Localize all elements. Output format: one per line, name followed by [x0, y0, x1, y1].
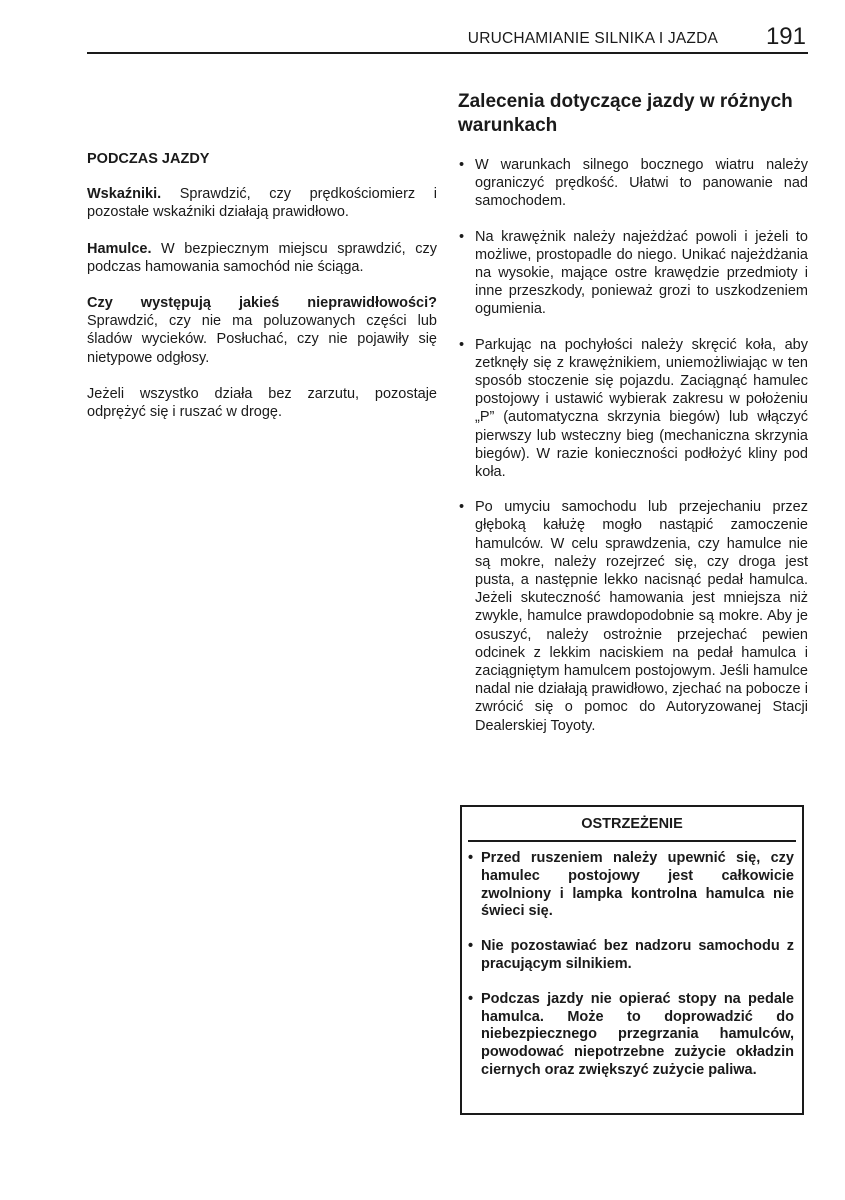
section-title: PODCZAS JAZDY	[87, 151, 210, 167]
bullet-icon: •	[459, 499, 465, 516]
warning-item	[468, 938, 794, 974]
bullet-icon: •	[459, 157, 465, 173]
chapter-title: URUCHAMIANIE SILNIKA I JAZDA	[467, 30, 718, 47]
bullet-icon: •	[459, 336, 465, 353]
bullet-icon: •	[459, 228, 465, 245]
list-item	[455, 498, 808, 735]
warning-item-text: Podczas jazdy nie opierać stopy na pedale hamulca. Może to doprowadzić do niebezpiecznego przegrzania hamulców, powodować niepotrzebne zużycie okładzin ciernych oraz zwiększyć zużycie paliwa.	[481, 990, 794, 1078]
list-item-text: Na krawężnik należy najeżdżać powoli i jeżeli to możliwe, prostopadle do niego. Unikać najeżdżania na wysokie, mające ostre krawędzie przedmioty i inne przeszkody, ponieważ grozi to uszkodzeniem ogumienia.	[475, 228, 808, 318]
paragraph-lead: Czy występują jakieś nieprawidłowości?	[87, 295, 437, 312]
list-item	[455, 336, 808, 482]
bullet-icon: •	[468, 938, 474, 955]
paragraph-brakes	[87, 240, 437, 276]
warning-item	[468, 850, 794, 921]
paragraph-conclusion	[87, 385, 437, 421]
warning-list	[462, 842, 802, 1080]
warning-item-text: Nie pozostawiać bez nadzoru samochodu z pracującym silnikiem.	[481, 938, 794, 972]
left-column	[87, 150, 437, 439]
paragraph-lead: Hamulce.	[87, 240, 152, 257]
list-item	[455, 228, 808, 319]
list-item-text: Po umyciu samochodu lub przejechaniu przez głęboką kałużę mogło nastąpić zamoczenie hamulców. W celu sprawdzenia, czy hamulce nie są mokre, należy rozejrzeć się, czy droga jest pusta, a następnie lekko nacisnąć pedał hamulca. Jeżeli skuteczność hamowania jest mniejsza niż zwykle, hamulce prawdopodobnie są mokre. Aby je osuszyć, należy ostrożnie przejechać pewien odcinek z lekkim naciskiem na pedał hamulca i zaciągniętym hamulcem postojowym. Jeśli hamulce nadal nie działają prawidłowo, zjechać na pobocze i zwrócić się o pomoc do Autoryzowanej Stacji Dealerskiej Toyoty.	[475, 499, 808, 734]
right-column	[455, 90, 808, 752]
paragraph-lead: Wskaźniki.	[87, 186, 162, 203]
warning-box	[460, 805, 804, 1115]
list-item-text: Parkując na pochyłości należy skręcić koła, aby zetknęły się z krawężnikiem, uniemożliwiając w ten sposób stoczenie się pojazdu. Zaciągnąć hamulec postojowy i ustawić wybierak zakresu w położeniu „P” (automatyczna skrzynia biegów) lub włączyć pierwszy lub wsteczny bieg (mechaniczna skrzynia biegów). W razie konieczności podłożyć kliny pod koła.	[475, 336, 808, 481]
bullet-icon: •	[468, 850, 474, 866]
warning-title: OSTRZEŻENIE	[468, 816, 796, 842]
paragraph-text: Sprawdzić, czy prędkościomierz i pozostałe wskaźniki działają prawidłowo.	[87, 186, 437, 221]
paragraph-irregularities	[87, 294, 437, 367]
paragraph-text: Sprawdzić, czy nie ma poluzowanych części lub śladów wycieków. Posłuchać, czy nie pojawiły się nietypowe odgłosy.	[87, 313, 437, 366]
list-item-text: W warunkach silnego bocznego wiatru należy ograniczyć prędkość. Ułatwi to panowanie nad samochodem.	[475, 157, 808, 210]
bullet-icon: •	[468, 990, 474, 1007]
paragraph-text: Jeżeli wszystko działa bez zarzutu, pozostaje odprężyć się i ruszać w drogę.	[87, 385, 437, 421]
page-header	[87, 24, 808, 54]
paragraph-indicators	[87, 185, 437, 221]
list-item	[455, 156, 808, 211]
paragraph-text: W bezpiecznym miejscu sprawdzić, czy podczas hamowania samochód nie ściąga.	[87, 240, 437, 275]
page-number: 191	[765, 23, 806, 50]
section-heading: Zalecenia dotyczące jazdy w różnych warunkach	[458, 91, 793, 136]
warning-item-text: Przed ruszeniem należy upewnić się, czy hamulec postojowy jest całkowicie zwolniony i lampka kontrolna hamulca nie świeci się.	[481, 850, 794, 920]
warning-item	[468, 991, 794, 1080]
